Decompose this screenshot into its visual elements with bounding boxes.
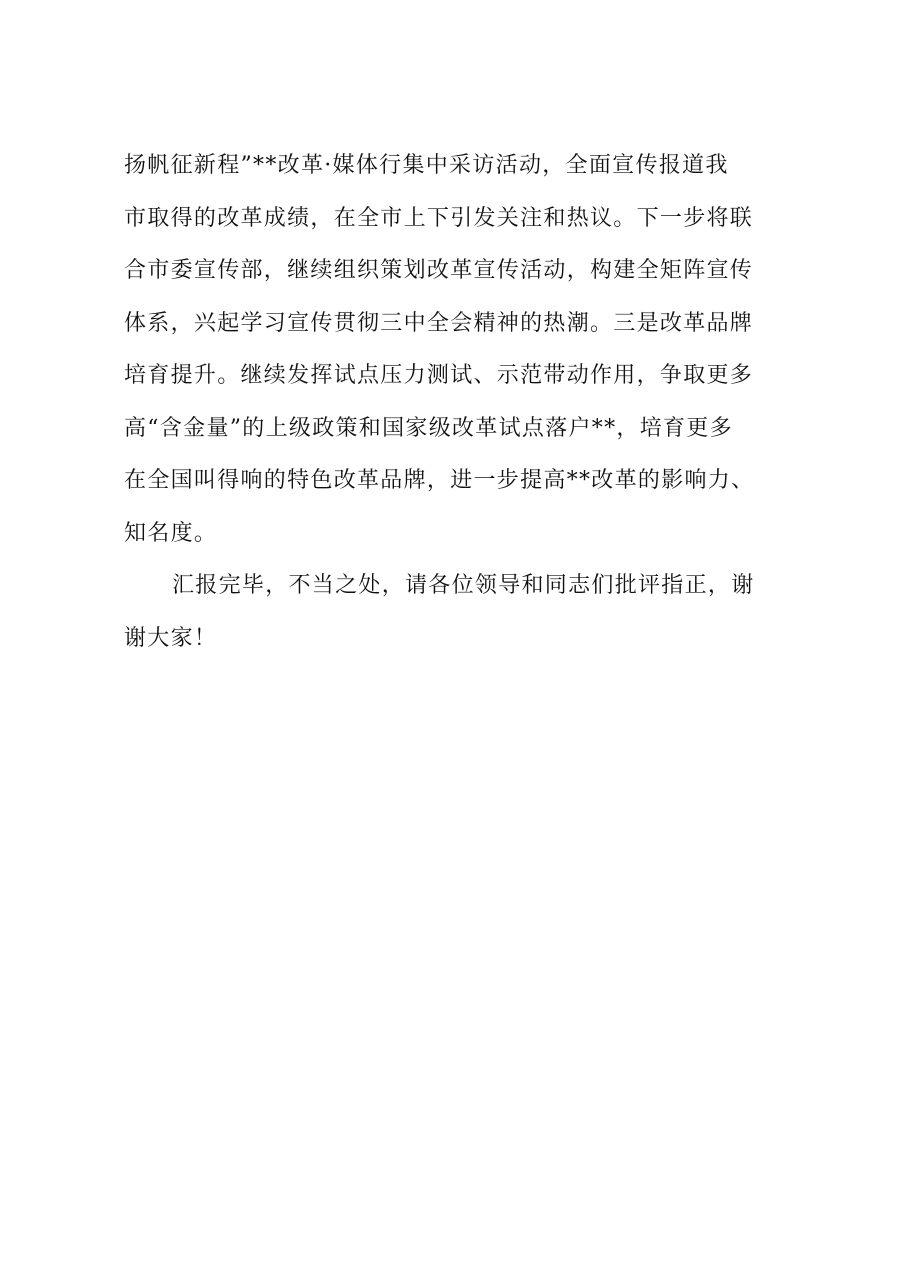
text-line: 体系，兴起学习宣传贯彻三中全会精神的热潮。三是改革品牌 bbox=[124, 310, 754, 336]
paragraph-reform-publicity bbox=[124, 140, 796, 560]
text-line: 市取得的改革成绩，在全市上下引发关注和热议。下一步将联 bbox=[124, 205, 754, 231]
text-line: 谢大家！ bbox=[124, 625, 218, 651]
text-line: 合市委宣传部，继续组织策划改革宣传活动，构建全矩阵宣传 bbox=[124, 258, 754, 283]
text-line: 高“含金量”的上级政策和国家级改革试点落户**，培育更多 bbox=[124, 415, 733, 441]
text-line: 扬帆征新程”**改革·媒体行集中采访活动，全面宣传报道我 bbox=[124, 153, 729, 178]
text-line: 汇报完毕，不当之处，请各位领导和同志们批评指正，谢 bbox=[172, 573, 755, 598]
text-line: 培育提升。继续发挥试点压力测试、示范带动作用，争取更多 bbox=[124, 363, 754, 388]
paragraph-closing bbox=[124, 560, 796, 665]
text-line: 在全国叫得响的特色改革品牌，进一步提高**改革的影响力、 bbox=[124, 468, 755, 493]
document-body bbox=[124, 140, 796, 665]
text-line: 知名度。 bbox=[124, 520, 218, 546]
